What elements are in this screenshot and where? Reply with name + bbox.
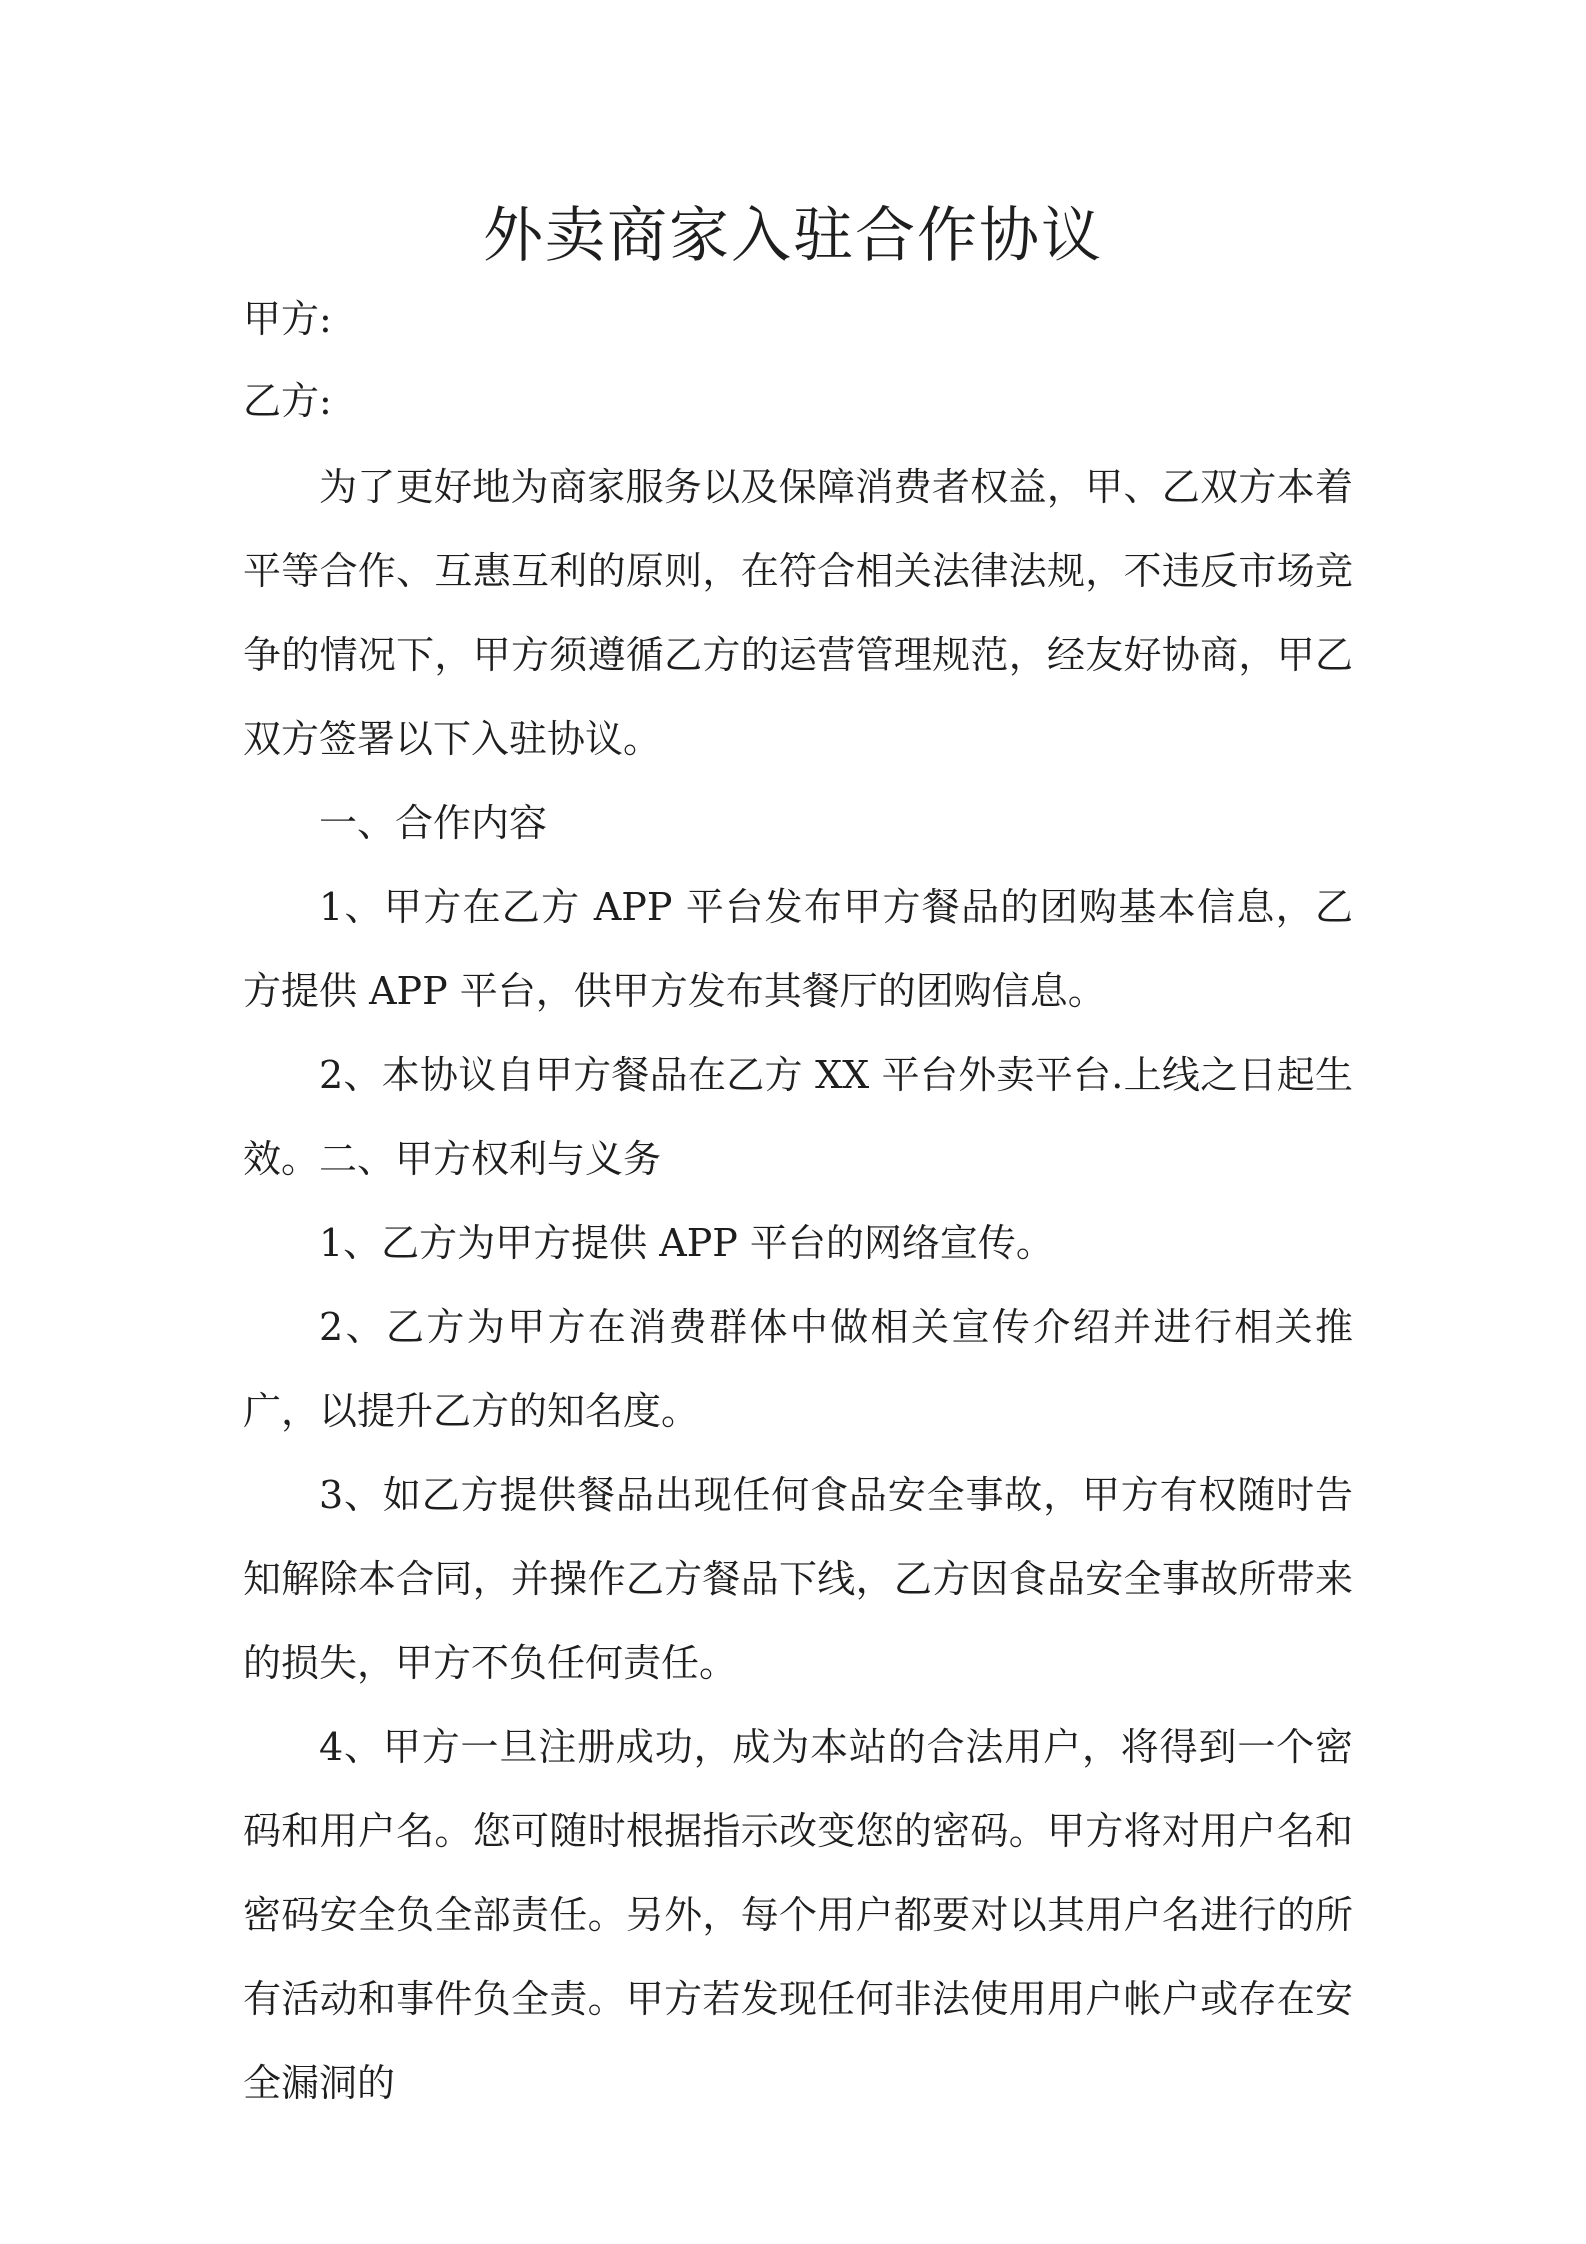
party-a-label: 甲方:: [243, 297, 332, 341]
section-2-heading: 二、甲方权利与义务: [319, 1137, 662, 1181]
intro-paragraph: 为了更好地为商家服务以及保障消费者权益，甲、乙双方本着平等合作、互惠互利的原则，在符合相关法律法规，不违反市场竞争的情况下，甲方须遵循乙方的运营管理规范，经友好协商，甲乙双方签署以下入驻协议。: [243, 465, 1353, 761]
party-b-label: 乙方:: [243, 379, 332, 423]
section-1-item-2: 2、本协议自甲方餐品在乙方 XX 平台外卖平台.上线之日起生效。: [243, 1053, 1353, 1181]
section-2-item-4: 4、甲方一旦注册成功，成为本站的合法用户，将得到一个密码和用户名。您可随时根据指示改变您的密码。甲方将对用户名和密码安全负全部责任。另外，每个用户都要对以其用户名进行的所有活动和事件负全责。甲方若发现任何非法使用用户帐户或存在安全漏洞的: [243, 1725, 1353, 2105]
section-1-item-1: 1、甲方在乙方 APP 平台发布甲方餐品的团购基本信息，乙方提供 APP 平台，供甲方发布其餐厅的团购信息。: [243, 885, 1353, 1013]
section-2-item-3: 3、如乙方提供餐品出现任何食品安全事故，甲方有权随时告知解除本合同，并操作乙方餐品下线，乙方因食品安全事故所带来的损失，甲方不负任何责任。: [243, 1473, 1353, 1685]
section-2-item-1: 1、乙方为甲方提供 APP 平台的网络宣传。: [319, 1221, 1054, 1265]
section-2-item-2: 2、乙方为甲方在消费群体中做相关宣传介绍并进行相关推广，以提升乙方的知名度。: [243, 1305, 1353, 1433]
document-title: 外卖商家入驻合作协议: [483, 201, 1103, 271]
section-1-heading: 一、合作内容: [319, 801, 548, 845]
